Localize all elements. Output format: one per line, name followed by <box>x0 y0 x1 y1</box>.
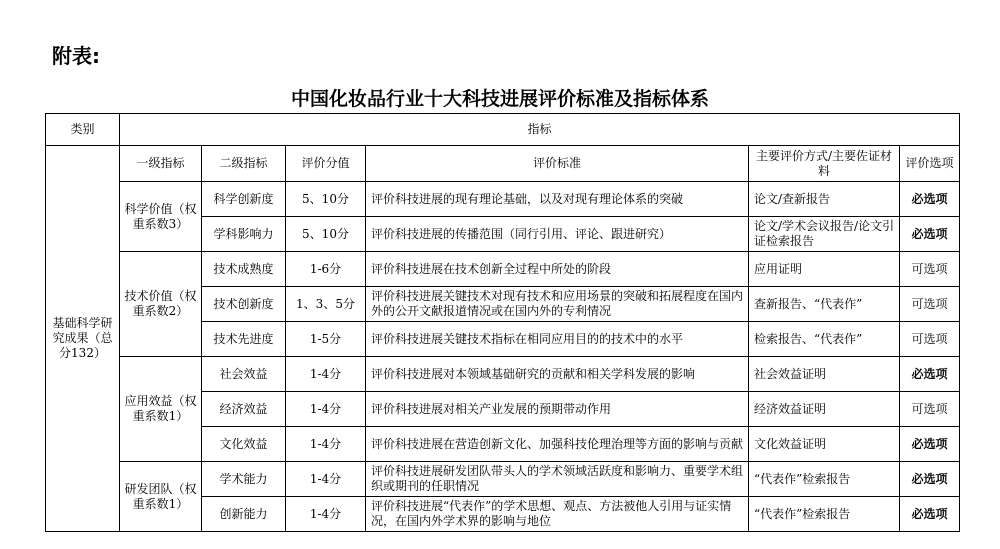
level2-cell: 学科影响力 <box>202 217 286 252</box>
subheader-level1: 一级指标 <box>120 146 202 182</box>
method-cell: 文化效益证明 <box>749 427 900 462</box>
level2-cell: 经济效益 <box>202 392 286 427</box>
table-row <box>46 182 960 217</box>
evaluation-table <box>45 113 960 532</box>
group-cell: 技术价值（权重系数2） <box>120 252 202 357</box>
score-cell: 1、3、5分 <box>286 287 366 322</box>
score-cell: 1-4分 <box>286 392 366 427</box>
score-cell: 1-4分 <box>286 462 366 497</box>
level2-cell: 学术能力 <box>202 462 286 497</box>
score-cell: 1-4分 <box>286 427 366 462</box>
method-cell: 经济效益证明 <box>749 392 900 427</box>
table-row <box>46 252 960 287</box>
criteria-cell: 评价科技进展“代表作”的学术思想、观点、方法被他人引用与证实情况，在国内外学术界的影响与地位 <box>366 497 749 532</box>
method-cell: 应用证明 <box>749 252 900 287</box>
table-subheader-row <box>46 146 960 182</box>
group-cell: 研发团队（权重系数1） <box>120 462 202 532</box>
group-cell: 科学价值（权重系数3） <box>120 182 202 252</box>
score-cell: 1-5分 <box>286 322 366 357</box>
table-row <box>46 462 960 497</box>
score-cell: 5、10分 <box>286 217 366 252</box>
subheader-criteria: 评价标准 <box>366 146 749 182</box>
score-cell: 5、10分 <box>286 182 366 217</box>
score-cell: 1-4分 <box>286 357 366 392</box>
criteria-cell: 评价科技进展在营造创新文化、加强科技伦理治理等方面的影响与贡献 <box>366 427 749 462</box>
level2-cell: 文化效益 <box>202 427 286 462</box>
method-cell: 查新报告、“代表作” <box>749 287 900 322</box>
option-cell: 必选项 <box>900 182 960 217</box>
method-cell: 检索报告、“代表作” <box>749 322 900 357</box>
method-cell: “代表作”检索报告 <box>749 462 900 497</box>
method-cell: “代表作”检索报告 <box>749 497 900 532</box>
subheader-level2: 二级指标 <box>202 146 286 182</box>
header-category: 类别 <box>46 114 120 146</box>
level2-cell: 技术先进度 <box>202 322 286 357</box>
option-cell: 必选项 <box>900 217 960 252</box>
score-cell: 1-4分 <box>286 497 366 532</box>
subheader-method: 主要评价方式/主要佐证材料 <box>749 146 900 182</box>
method-cell: 论文/查新报告 <box>749 182 900 217</box>
criteria-cell: 评价科技进展研发团队带头人的学术领域活跃度和影响力、重要学术组织或期刊的任职情况 <box>366 462 749 497</box>
option-cell: 必选项 <box>900 357 960 392</box>
level2-cell: 技术成熟度 <box>202 252 286 287</box>
method-cell: 社会效益证明 <box>749 357 900 392</box>
option-cell: 可选项 <box>900 392 960 427</box>
subheader-option: 评价选项 <box>900 146 960 182</box>
option-cell: 可选项 <box>900 252 960 287</box>
criteria-cell: 评价科技进展的现有理论基础，以及对现有理论体系的突破 <box>366 182 749 217</box>
level2-cell: 技术创新度 <box>202 287 286 322</box>
criteria-cell: 评价科技进展对相关产业发展的预期带动作用 <box>366 392 749 427</box>
option-cell: 可选项 <box>900 322 960 357</box>
criteria-cell: 评价科技进展对本领域基础研究的贡献和相关学科发展的影响 <box>366 357 749 392</box>
level2-cell: 创新能力 <box>202 497 286 532</box>
method-cell: 论文/学术会议报告/论文引证检索报告 <box>749 217 900 252</box>
option-cell: 必选项 <box>900 462 960 497</box>
table-row <box>46 357 960 392</box>
level2-cell: 社会效益 <box>202 357 286 392</box>
criteria-cell: 评价科技进展的传播范围（同行引用、评论、跟进研究） <box>366 217 749 252</box>
header-indicator: 指标 <box>120 114 960 146</box>
criteria-cell: 评价科技进展关键技术指标在相同应用目的的技术中的水平 <box>366 322 749 357</box>
group-cell: 应用效益（权重系数1） <box>120 357 202 462</box>
option-cell: 可选项 <box>900 287 960 322</box>
annex-label: 附表: <box>52 44 100 68</box>
option-cell: 必选项 <box>900 427 960 462</box>
subheader-score: 评价分值 <box>286 146 366 182</box>
criteria-cell: 评价科技进展关键技术对现有技术和应用场景的突破和拓展程度在国内外的公开文献报道情况或在国内外的专利情况 <box>366 287 749 322</box>
score-cell: 1-6分 <box>286 252 366 287</box>
criteria-cell: 评价科技进展在技术创新全过程中所处的阶段 <box>366 252 749 287</box>
option-cell: 必选项 <box>900 497 960 532</box>
category-cell: 基础科学研究成果（总分132） <box>46 146 120 532</box>
level2-cell: 科学创新度 <box>202 182 286 217</box>
table-header-row <box>46 114 960 146</box>
document-title: 中国化妆品行业十大科技进展评价标准及指标体系 <box>290 88 709 110</box>
